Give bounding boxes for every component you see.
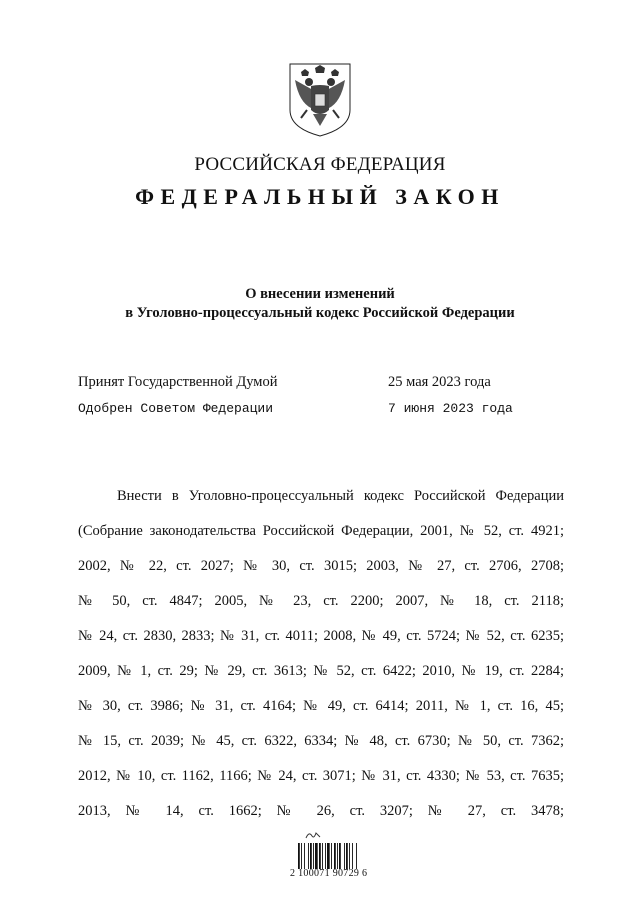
barcode-icon	[297, 843, 377, 869]
body-line: № 15, ст. 2039; № 45, ст. 6322, 6334; № 48, ст. 6730; № 50, ст. 7362;	[78, 733, 564, 749]
barcode-number: 2 100071 90729 6	[290, 868, 368, 879]
law-subject	[0, 285, 640, 323]
body-line: 2012, № 10, ст. 1162, 1166; № 24, ст. 3071; № 31, ст. 4330; № 53, ст. 7635;	[78, 768, 564, 784]
approval-date: 7 июня 2023 года	[388, 401, 513, 416]
body-line: № 30, ст. 3986; № 31, ст. 4164; № 49, ст. 6414; 2011, № 1, ст. 16, 45;	[78, 698, 564, 714]
body-line: (Собрание законодательства Российской Федерации, 2001, № 52, ст. 4921;	[78, 523, 564, 539]
body-line: 2002, № 22, ст. 2027; № 30, ст. 3015; 2003, № 27, ст. 2706, 2708;	[78, 558, 564, 574]
adoption-date: 25 мая 2023 года	[388, 374, 491, 390]
signature-mark-icon	[305, 830, 321, 840]
coat-of-arms-icon	[287, 62, 353, 138]
body-line: № 50, ст. 4847; 2005, № 23, ст. 2200; 2007, № 18, ст. 2118;	[78, 593, 564, 609]
subject-line: в Уголовно-процессуальный кодекс Российской Федерации	[125, 305, 515, 321]
document-type-title: ФЕДЕРАЛЬНЫЙ ЗАКОН	[135, 184, 505, 209]
body-line: Внести в Уголовно-процессуальный кодекс Российской Федерации	[117, 488, 564, 504]
law-body-text	[78, 479, 564, 829]
adopting-body: Принят Государственной Думой	[78, 374, 278, 390]
body-line: № 24, ст. 2830, 2833; № 31, ст. 4011; 2008, № 49, ст. 5724; № 52, ст. 6235;	[78, 628, 564, 644]
body-line: 2013, № 14, ст. 1662; № 26, ст. 3207; № 27, ст. 3478;	[78, 803, 564, 819]
country-title: РОССИЙСКАЯ ФЕДЕРАЦИЯ	[194, 154, 446, 175]
subject-line: О внесении изменений	[245, 286, 395, 302]
approving-body: Одобрен Советом Федерации	[78, 401, 274, 416]
body-line: 2009, № 1, ст. 29; № 29, ст. 3613; № 52, ст. 6422; 2010, № 19, ст. 2284;	[78, 663, 564, 679]
